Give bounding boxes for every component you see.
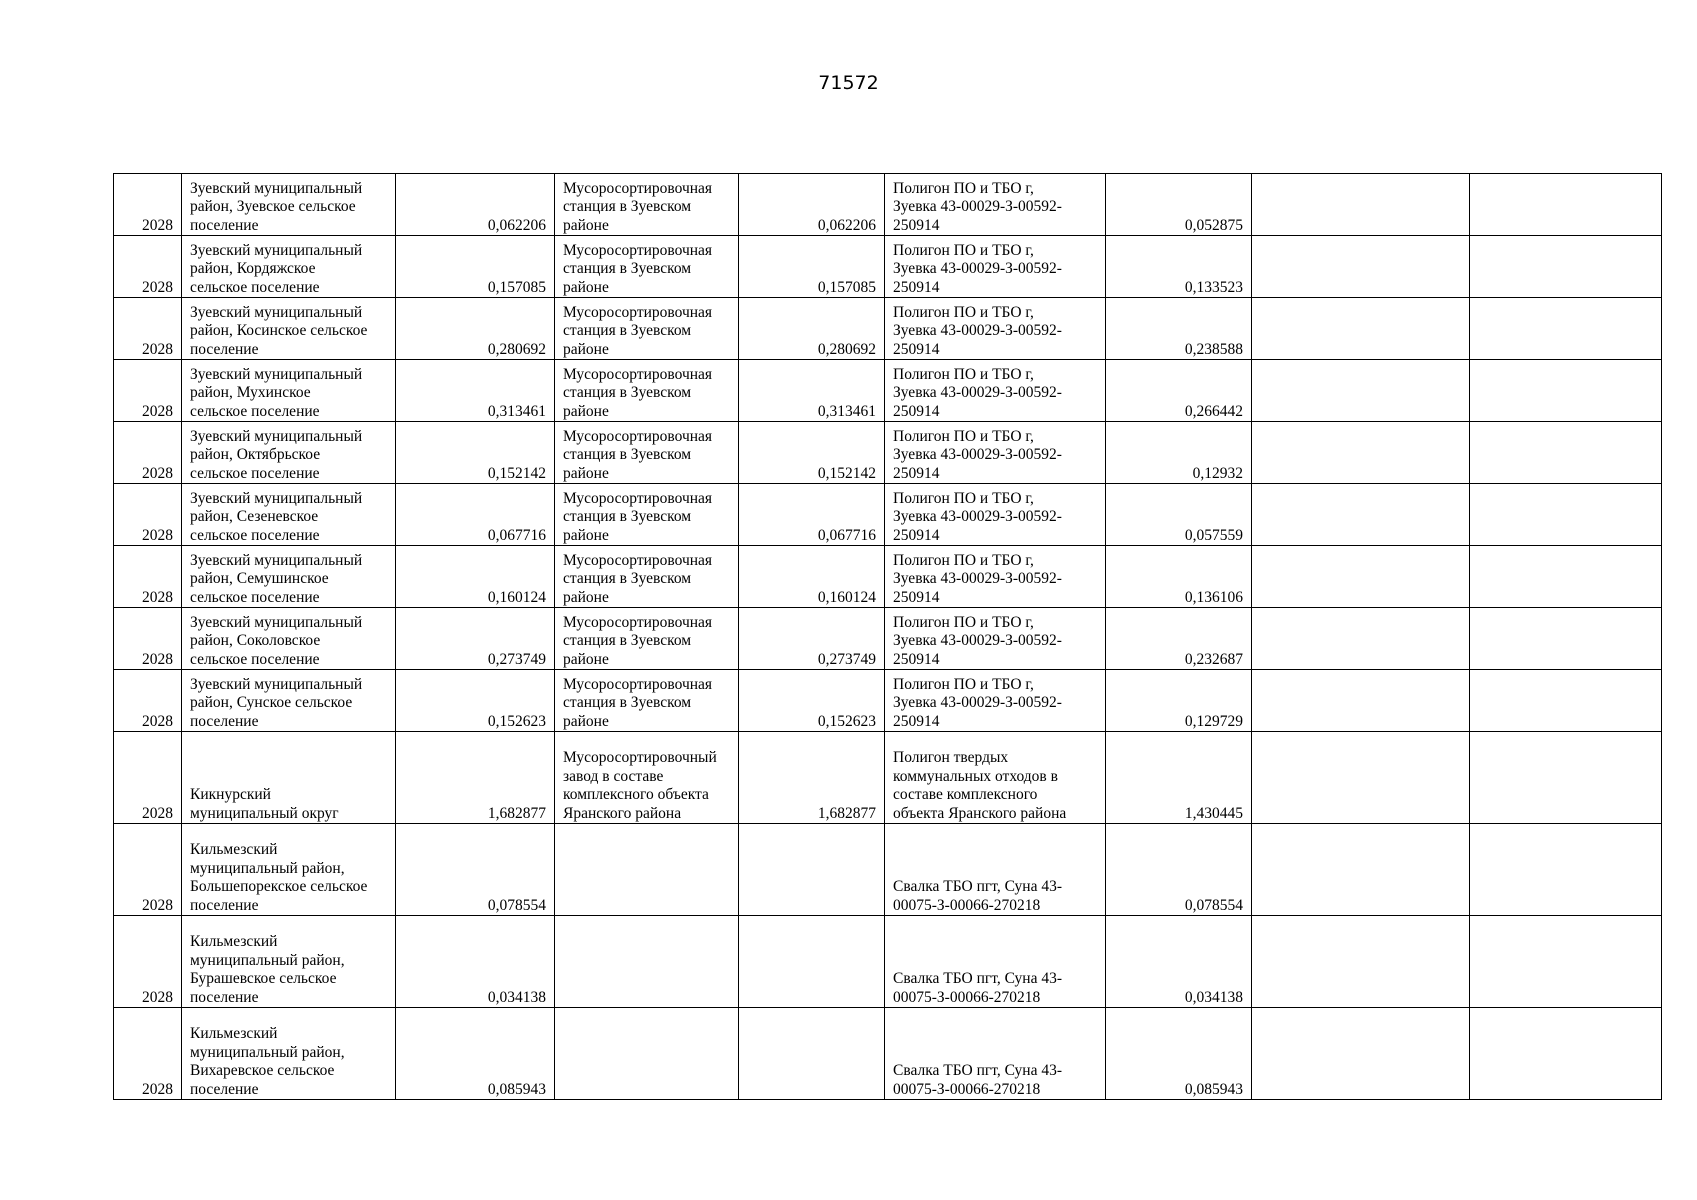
cell-disposal-mass-text: 0,133523 xyxy=(1184,278,1243,296)
cell-extra-1 xyxy=(1252,422,1470,484)
cell-extra-1 xyxy=(1252,360,1470,422)
cell-processing-mass xyxy=(739,360,885,422)
cell-disposal-mass-text: 0,085943 xyxy=(1184,1080,1243,1098)
cell-disposal-mass-text: 0,232687 xyxy=(1184,650,1243,668)
cell-processing-object xyxy=(555,360,739,422)
cell-year-text: 2028 xyxy=(142,896,173,914)
cell-year xyxy=(114,670,182,732)
cell-disposal-mass xyxy=(1106,236,1252,298)
table-row xyxy=(114,1008,1662,1100)
table-row xyxy=(114,174,1662,236)
cell-year xyxy=(114,1008,182,1100)
cell-territory-text: Кильмезский муниципальный район, Вихаревское сельское поселение xyxy=(190,1025,345,1098)
cell-processing-object xyxy=(555,916,739,1008)
cell-processing-object xyxy=(555,732,739,824)
cell-disposal-mass-text: 0,078554 xyxy=(1184,896,1243,914)
cell-territory xyxy=(182,174,396,236)
cell-processing-mass xyxy=(739,916,885,1008)
cell-processing-object-text: Мусоросортировочная станция в Зуевском районе xyxy=(563,489,713,544)
cell-mass-text: 0,078554 xyxy=(487,896,546,914)
cell-extra-2 xyxy=(1470,1008,1662,1100)
cell-year-text: 2028 xyxy=(142,464,173,482)
cell-processing-object xyxy=(555,174,739,236)
cell-territory xyxy=(182,546,396,608)
cell-processing-object-text: Мусоросортировочная станция в Зуевском районе xyxy=(563,613,713,668)
cell-processing-object-text: Мусоросортировочный завод в составе комплексного объекта Яранского района xyxy=(563,749,717,822)
cell-processing-object-text: Мусоросортировочная станция в Зуевском районе xyxy=(563,551,713,606)
cell-disposal-mass-text: 1,430445 xyxy=(1184,804,1243,822)
table-row xyxy=(114,670,1662,732)
cell-processing-object-text: Мусоросортировочная станция в Зуевском районе xyxy=(563,675,713,730)
cell-disposal-object xyxy=(885,824,1106,916)
table-row xyxy=(114,732,1662,824)
cell-disposal-object xyxy=(885,670,1106,732)
table-body xyxy=(114,174,1662,1100)
page-number: 71572 xyxy=(818,72,879,94)
cell-year xyxy=(114,236,182,298)
cell-processing-object xyxy=(555,1008,739,1100)
cell-disposal-object-text: Полигон ПО и ТБО г, Зуевка 43-00029-З-00592- 250914 xyxy=(893,241,1062,296)
cell-year-text: 2028 xyxy=(142,712,173,730)
cell-disposal-object xyxy=(885,236,1106,298)
cell-processing-mass-text: 0,273749 xyxy=(817,650,876,668)
cell-disposal-object xyxy=(885,422,1106,484)
cell-territory-text: Кильмезский муниципальный район, Большепорекское сельское поселение xyxy=(190,841,368,914)
cell-disposal-object-text: Полигон ПО и ТБО г, Зуевка 43-00029-З-00592- 250914 xyxy=(893,551,1062,606)
cell-disposal-mass xyxy=(1106,824,1252,916)
table-row xyxy=(114,608,1662,670)
cell-year-text: 2028 xyxy=(142,216,173,234)
cell-processing-object xyxy=(555,236,739,298)
cell-mass xyxy=(396,546,555,608)
cell-extra-1 xyxy=(1252,670,1470,732)
cell-disposal-mass-text: 0,057559 xyxy=(1184,526,1243,544)
cell-processing-mass-text: 1,682877 xyxy=(817,804,876,822)
cell-processing-mass-text: 0,062206 xyxy=(817,216,876,234)
cell-mass xyxy=(396,360,555,422)
cell-mass-text: 0,067716 xyxy=(487,526,546,544)
cell-territory xyxy=(182,670,396,732)
cell-mass xyxy=(396,422,555,484)
cell-disposal-object-text: Полигон твердых коммунальных отходов в составе комплексного объекта Яранского района xyxy=(893,749,1067,822)
cell-disposal-mass xyxy=(1106,608,1252,670)
cell-mass xyxy=(396,916,555,1008)
cell-disposal-object xyxy=(885,298,1106,360)
cell-extra-2 xyxy=(1470,360,1662,422)
cell-territory xyxy=(182,360,396,422)
cell-disposal-object xyxy=(885,1008,1106,1100)
waste-flow-table xyxy=(113,173,1662,1100)
cell-mass-text: 0,034138 xyxy=(487,988,546,1006)
cell-extra-1 xyxy=(1252,484,1470,546)
cell-extra-2 xyxy=(1470,484,1662,546)
cell-territory xyxy=(182,824,396,916)
cell-processing-mass-text: 0,280692 xyxy=(817,340,876,358)
cell-processing-mass xyxy=(739,236,885,298)
cell-extra-1 xyxy=(1252,298,1470,360)
cell-processing-object-text: Мусоросортировочная станция в Зуевском районе xyxy=(563,427,713,482)
cell-disposal-object xyxy=(885,484,1106,546)
cell-disposal-object xyxy=(885,360,1106,422)
cell-mass-text: 1,682877 xyxy=(487,804,546,822)
cell-extra-1 xyxy=(1252,732,1470,824)
cell-processing-object xyxy=(555,298,739,360)
table-row xyxy=(114,298,1662,360)
cell-year xyxy=(114,298,182,360)
cell-extra-1 xyxy=(1252,824,1470,916)
cell-extra-2 xyxy=(1470,174,1662,236)
cell-disposal-object xyxy=(885,174,1106,236)
cell-mass-text: 0,157085 xyxy=(487,278,546,296)
cell-year xyxy=(114,422,182,484)
cell-disposal-object-text: Полигон ПО и ТБО г, Зуевка 43-00029-З-00592- 250914 xyxy=(893,365,1062,420)
cell-territory-text: Зуевский муниципальный район, Октябрьское сельское поселение xyxy=(190,427,363,482)
cell-year-text: 2028 xyxy=(142,650,173,668)
cell-processing-object-text: Мусоросортировочная станция в Зуевском районе xyxy=(563,179,713,234)
table-row xyxy=(114,360,1662,422)
cell-year xyxy=(114,608,182,670)
cell-mass-text: 0,062206 xyxy=(487,216,546,234)
cell-extra-2 xyxy=(1470,916,1662,1008)
cell-extra-1 xyxy=(1252,1008,1470,1100)
cell-processing-mass xyxy=(739,174,885,236)
cell-mass-text: 0,273749 xyxy=(487,650,546,668)
cell-mass xyxy=(396,174,555,236)
cell-mass xyxy=(396,824,555,916)
cell-territory xyxy=(182,732,396,824)
cell-mass-text: 0,160124 xyxy=(487,588,546,606)
cell-disposal-mass xyxy=(1106,360,1252,422)
cell-mass xyxy=(396,236,555,298)
cell-territory-text: Кильмезский муниципальный район, Бурашевское сельское поселение xyxy=(190,933,345,1006)
cell-year xyxy=(114,916,182,1008)
cell-disposal-object xyxy=(885,916,1106,1008)
table-row xyxy=(114,546,1662,608)
table-row xyxy=(114,824,1662,916)
cell-mass-text: 0,085943 xyxy=(487,1080,546,1098)
cell-disposal-object-text: Полигон ПО и ТБО г, Зуевка 43-00029-З-00592- 250914 xyxy=(893,427,1062,482)
cell-disposal-object-text: Свалка ТБО пгт, Суна 43- 00075-З-00066-270218 xyxy=(893,970,1063,1006)
cell-mass xyxy=(396,1008,555,1100)
cell-disposal-object-text: Полигон ПО и ТБО г, Зуевка 43-00029-З-00592- 250914 xyxy=(893,179,1062,234)
cell-disposal-object xyxy=(885,732,1106,824)
cell-year-text: 2028 xyxy=(142,1080,173,1098)
cell-disposal-object xyxy=(885,608,1106,670)
cell-year-text: 2028 xyxy=(142,278,173,296)
cell-processing-mass xyxy=(739,298,885,360)
cell-disposal-mass xyxy=(1106,422,1252,484)
cell-year-text: 2028 xyxy=(142,340,173,358)
cell-territory-text: Зуевский муниципальный район, Мухинское сельское поселение xyxy=(190,365,363,420)
cell-processing-mass xyxy=(739,422,885,484)
cell-disposal-object-text: Полигон ПО и ТБО г, Зуевка 43-00029-З-00592- 250914 xyxy=(893,489,1062,544)
cell-territory xyxy=(182,298,396,360)
table-row xyxy=(114,484,1662,546)
cell-processing-object xyxy=(555,484,739,546)
cell-territory xyxy=(182,608,396,670)
cell-territory xyxy=(182,422,396,484)
cell-processing-object xyxy=(555,670,739,732)
cell-processing-object-text: Мусоросортировочная станция в Зуевском районе xyxy=(563,241,713,296)
table-row xyxy=(114,236,1662,298)
cell-disposal-mass-text: 0,052875 xyxy=(1184,216,1243,234)
cell-extra-1 xyxy=(1252,174,1470,236)
cell-territory-text: Зуевский муниципальный район, Соколовское сельское поселение xyxy=(190,613,363,668)
cell-mass xyxy=(396,484,555,546)
cell-disposal-mass-text: 0,034138 xyxy=(1184,988,1243,1006)
cell-territory-text: Зуевский муниципальный район, Кордяжское сельское поселение xyxy=(190,241,363,296)
cell-territory-text: Зуевский муниципальный район, Зуевское сельское поселение xyxy=(190,179,363,234)
cell-extra-2 xyxy=(1470,608,1662,670)
cell-disposal-mass xyxy=(1106,484,1252,546)
cell-territory xyxy=(182,916,396,1008)
cell-processing-mass-text: 0,152623 xyxy=(817,712,876,730)
cell-extra-1 xyxy=(1252,916,1470,1008)
cell-processing-mass xyxy=(739,546,885,608)
cell-processing-mass xyxy=(739,1008,885,1100)
cell-territory-text: Зуевский муниципальный район, Сунское сельское поселение xyxy=(190,675,363,730)
cell-year xyxy=(114,174,182,236)
cell-territory-text: Кикнурский муниципальный округ xyxy=(190,786,339,822)
cell-processing-object xyxy=(555,422,739,484)
cell-extra-1 xyxy=(1252,608,1470,670)
cell-territory-text: Зуевский муниципальный район, Семушинское сельское поселение xyxy=(190,551,363,606)
cell-year-text: 2028 xyxy=(142,588,173,606)
cell-disposal-object xyxy=(885,546,1106,608)
cell-mass-text: 0,152142 xyxy=(487,464,546,482)
cell-disposal-mass xyxy=(1106,670,1252,732)
cell-year-text: 2028 xyxy=(142,526,173,544)
cell-disposal-object-text: Полигон ПО и ТБО г, Зуевка 43-00029-З-00592- 250914 xyxy=(893,303,1062,358)
cell-extra-2 xyxy=(1470,422,1662,484)
cell-mass-text: 0,280692 xyxy=(487,340,546,358)
cell-extra-1 xyxy=(1252,546,1470,608)
cell-territory-text: Зуевский муниципальный район, Сезеневское сельское поселение xyxy=(190,489,363,544)
cell-extra-2 xyxy=(1470,236,1662,298)
cell-extra-2 xyxy=(1470,732,1662,824)
cell-territory-text: Зуевский муниципальный район, Косинское сельское поселение xyxy=(190,303,368,358)
cell-disposal-object-text: Полигон ПО и ТБО г, Зуевка 43-00029-З-00592- 250914 xyxy=(893,613,1062,668)
cell-mass-text: 0,152623 xyxy=(487,712,546,730)
cell-territory xyxy=(182,484,396,546)
cell-disposal-mass xyxy=(1106,1008,1252,1100)
cell-processing-object-text: Мусоросортировочная станция в Зуевском районе xyxy=(563,303,713,358)
cell-processing-mass xyxy=(739,732,885,824)
cell-extra-1 xyxy=(1252,236,1470,298)
cell-disposal-mass-text: 0,238588 xyxy=(1184,340,1243,358)
table-row xyxy=(114,422,1662,484)
cell-year-text: 2028 xyxy=(142,804,173,822)
cell-mass xyxy=(396,298,555,360)
cell-mass-text: 0,313461 xyxy=(487,402,546,420)
cell-disposal-mass xyxy=(1106,732,1252,824)
cell-disposal-mass-text: 0,129729 xyxy=(1184,712,1243,730)
cell-processing-mass xyxy=(739,670,885,732)
cell-disposal-object-text: Свалка ТБО пгт, Суна 43- 00075-З-00066-270218 xyxy=(893,878,1063,914)
cell-processing-mass xyxy=(739,824,885,916)
cell-year xyxy=(114,732,182,824)
cell-territory xyxy=(182,236,396,298)
cell-year xyxy=(114,824,182,916)
cell-mass xyxy=(396,608,555,670)
cell-year-text: 2028 xyxy=(142,988,173,1006)
cell-disposal-mass xyxy=(1106,546,1252,608)
cell-extra-2 xyxy=(1470,546,1662,608)
cell-extra-2 xyxy=(1470,670,1662,732)
cell-year-text: 2028 xyxy=(142,402,173,420)
cell-processing-object xyxy=(555,824,739,916)
cell-processing-mass xyxy=(739,608,885,670)
cell-processing-object-text: Мусоросортировочная станция в Зуевском районе xyxy=(563,365,713,420)
cell-year xyxy=(114,484,182,546)
cell-disposal-mass-text: 0,266442 xyxy=(1184,402,1243,420)
cell-territory xyxy=(182,1008,396,1100)
cell-year xyxy=(114,360,182,422)
cell-processing-mass-text: 0,157085 xyxy=(817,278,876,296)
cell-mass xyxy=(396,732,555,824)
cell-disposal-object-text: Свалка ТБО пгт, Суна 43- 00075-З-00066-270218 xyxy=(893,1062,1063,1098)
cell-processing-mass-text: 0,067716 xyxy=(817,526,876,544)
cell-processing-object xyxy=(555,546,739,608)
cell-processing-mass xyxy=(739,484,885,546)
cell-processing-mass-text: 0,313461 xyxy=(817,402,876,420)
cell-disposal-mass xyxy=(1106,174,1252,236)
cell-disposal-mass xyxy=(1106,916,1252,1008)
cell-extra-2 xyxy=(1470,298,1662,360)
cell-extra-2 xyxy=(1470,824,1662,916)
cell-processing-object xyxy=(555,608,739,670)
cell-disposal-mass-text: 0,136106 xyxy=(1184,588,1243,606)
cell-processing-mass-text: 0,160124 xyxy=(817,588,876,606)
cell-disposal-mass xyxy=(1106,298,1252,360)
cell-processing-mass-text: 0,152142 xyxy=(817,464,876,482)
table-row xyxy=(114,916,1662,1008)
cell-year xyxy=(114,546,182,608)
cell-disposal-mass-text: 0,12932 xyxy=(1192,464,1243,482)
cell-mass xyxy=(396,670,555,732)
cell-disposal-object-text: Полигон ПО и ТБО г, Зуевка 43-00029-З-00592- 250914 xyxy=(893,675,1062,730)
